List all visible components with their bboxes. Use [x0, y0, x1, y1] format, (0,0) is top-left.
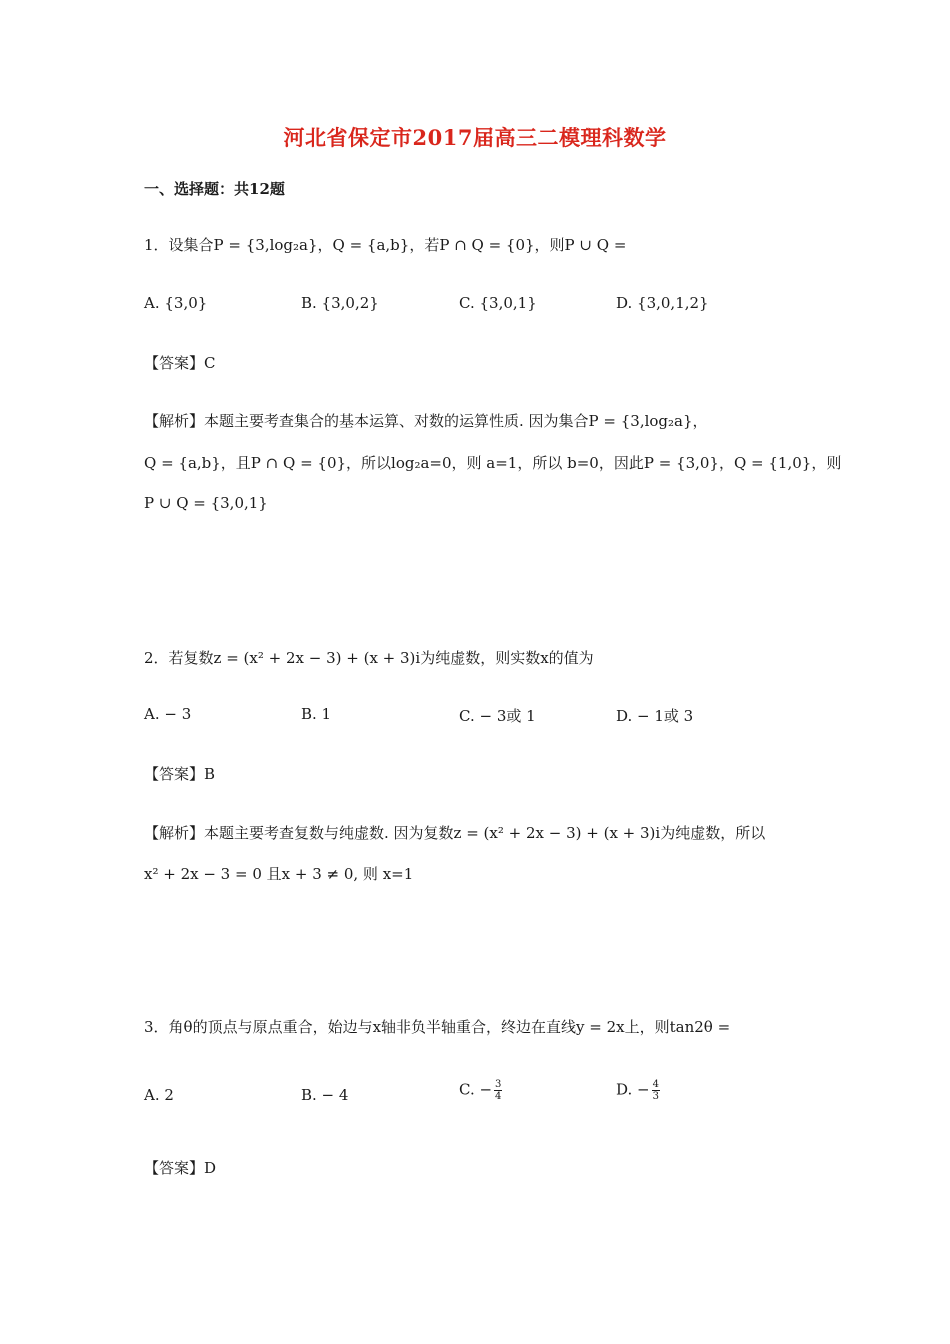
q2-option-b: B. 1 [301, 705, 332, 723]
answer-value: B [204, 765, 216, 783]
question-2-stem: 2．若复数z = (x² + 2x − 3) + (x + 3)i为纯虚数，则实数x的值为 [144, 649, 594, 667]
answer-label: 【答案】 [144, 354, 205, 372]
answer-value: C [204, 354, 216, 372]
analysis-text: 本题主要考查复数与纯虚数. 因为复数z = (x² + 2x − 3) + (x + 3)i为纯虚数，所以 [204, 824, 766, 842]
q1-option-c: C. {3,0,1} [459, 294, 537, 312]
q2-analysis-line-1 [144, 822, 765, 843]
q1-analysis-line-3: P ∪ Q = {3,0,1} [144, 494, 268, 512]
q3-answer [144, 1157, 216, 1178]
q1-answer [144, 352, 216, 373]
q3-option-b: B. − 4 [301, 1086, 349, 1104]
fraction-denominator: 3 [652, 1091, 659, 1102]
q2-option-d: D. − 1或 3 [616, 707, 694, 725]
analysis-label: 【解析】 [144, 824, 205, 842]
analysis-label: 【解析】 [144, 412, 205, 430]
option-prefix: D. − [616, 1080, 650, 1099]
option-prefix: C. − [459, 1080, 493, 1099]
fraction-numerator: 4 [652, 1079, 659, 1090]
q1-option-b: B. {3,0,2} [301, 294, 379, 312]
q3-option-d [616, 1079, 660, 1102]
fraction-denominator: 4 [495, 1091, 502, 1102]
analysis-text: 本题主要考查集合的基本运算、对数的运算性质. 因为集合P = {3,log₂a}， [204, 412, 708, 430]
q3-option-c [459, 1079, 502, 1102]
q3-option-a: A. 2 [144, 1086, 174, 1104]
q2-option-a: A. − 3 [144, 705, 192, 723]
q1-option-d: D. {3,0,1,2} [616, 294, 709, 312]
page-title: 河北省保定市2017届高三二模理科数学 [283, 125, 667, 150]
fraction [652, 1079, 660, 1102]
question-3-stem: 3．角θ的顶点与原点重合，始边与x轴非负半轴重合，终边在直线y = 2x上，则tan2θ = [144, 1018, 731, 1036]
fraction [494, 1079, 502, 1102]
answer-label: 【答案】 [144, 1159, 205, 1177]
q2-option-c: C. − 3或 1 [459, 707, 536, 725]
q1-analysis-line-1 [144, 410, 708, 431]
answer-value: D [204, 1159, 217, 1177]
fraction-numerator: 3 [495, 1079, 502, 1090]
answer-label: 【答案】 [144, 765, 205, 783]
section-heading: 一、选择题：共12题 [144, 180, 285, 198]
q2-answer [144, 763, 215, 784]
q1-option-a: A. {3,0} [144, 294, 208, 312]
q1-analysis-line-2: Q = {a,b}，且P ∩ Q = {0}，所以log₂a=0，则 a=1，所以 b=0，因此P = {3,0}，Q = {1,0}，则 [144, 454, 842, 472]
question-1-stem: 1．设集合P = {3,log₂a}，Q = {a,b}，若P ∩ Q = {0}，则P ∪ Q = [144, 236, 627, 254]
q2-analysis-line-2: x² + 2x − 3 = 0 且x + 3 ≠ 0, 则 x=1 [144, 865, 414, 883]
